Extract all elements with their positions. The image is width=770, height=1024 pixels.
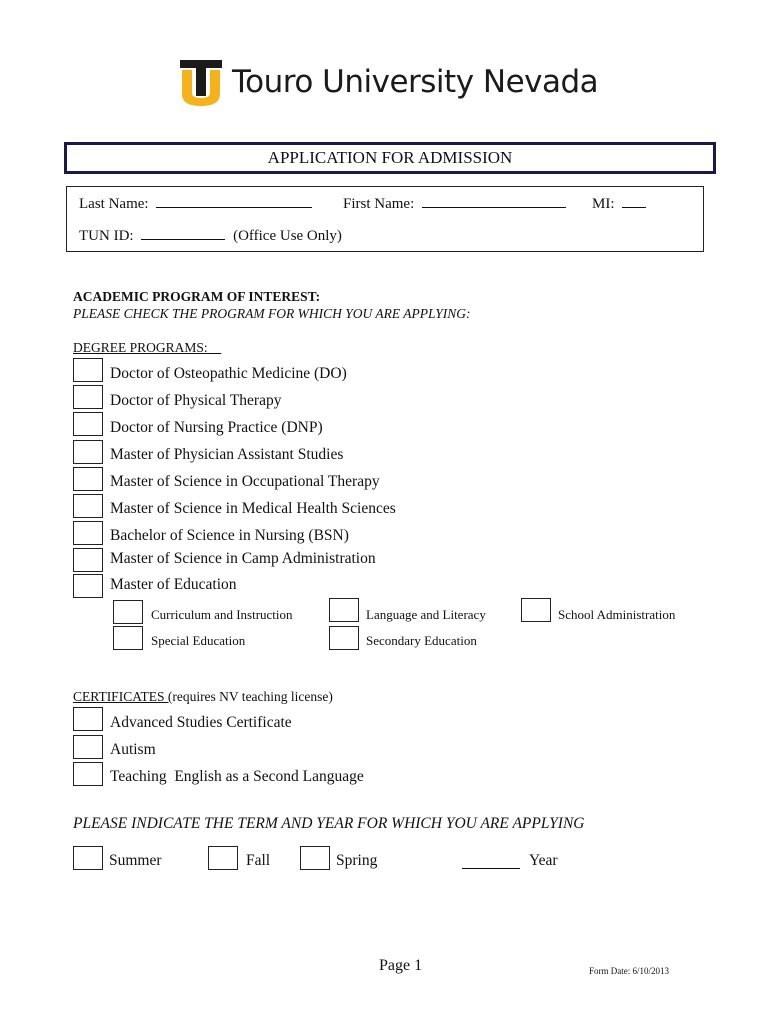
degree-programs-heading: DEGREE PROGRAMS:: [73, 340, 208, 355]
tun-id-field[interactable]: [141, 227, 225, 240]
track-checkbox[interactable]: [329, 626, 359, 650]
program-instruction: PLEASE CHECK THE PROGRAM FOR WHICH YOU ARE APPLYING:: [73, 306, 471, 321]
form-date: Form Date: 6/10/2013: [589, 966, 669, 976]
form-title: APPLICATION FOR ADMISSION: [64, 142, 716, 174]
term-label-fall: Fall: [246, 852, 271, 869]
term-label-spring: Spring: [336, 852, 378, 869]
degree-label: Master of Physician Assistant Studies: [110, 446, 344, 463]
touro-t-logo-icon: [180, 60, 222, 108]
track-label: Secondary Education: [366, 633, 477, 648]
degree-label: Doctor of Osteopathic Medicine (DO): [110, 365, 347, 382]
degree-checkbox[interactable]: [73, 412, 103, 436]
degree-label: Doctor of Physical Therapy: [110, 392, 282, 409]
degree-label: Doctor of Nursing Practice (DNP): [110, 419, 323, 436]
term-heading: PLEASE INDICATE THE TERM AND YEAR FOR WHICH YOU ARE APPLYING: [73, 815, 585, 832]
term-checkbox-fall[interactable]: [208, 846, 238, 870]
track-checkbox[interactable]: [113, 600, 143, 624]
certificate-label: Teaching English as a Second Language: [110, 768, 364, 785]
certificate-label: Autism: [110, 741, 156, 758]
degree-checkbox[interactable]: [73, 574, 103, 598]
degree-checkbox[interactable]: [73, 494, 103, 518]
certificates-heading: CERTIFICATES (requires NV teaching license): [73, 689, 333, 704]
degree-label: Master of Science in Medical Health Sciences: [110, 500, 396, 517]
degree-checkbox[interactable]: [73, 440, 103, 464]
degree-checkbox[interactable]: [73, 358, 103, 382]
degree-checkbox[interactable]: [73, 548, 103, 572]
track-label: Special Education: [151, 633, 246, 648]
last-name-label: Last Name:: [79, 196, 149, 212]
office-use-note: (Office Use Only): [233, 228, 342, 244]
track-checkbox[interactable]: [113, 626, 143, 650]
degree-label: Bachelor of Science in Nursing (BSN): [110, 527, 349, 544]
term-label-summer: Summer: [109, 852, 162, 869]
track-label: Language and Literacy: [366, 607, 486, 622]
program-heading: ACADEMIC PROGRAM OF INTEREST:: [73, 289, 321, 304]
year-field[interactable]: [462, 856, 520, 869]
mi-label: MI:: [592, 196, 615, 212]
track-label: Curriculum and Instruction: [151, 607, 293, 622]
first-name-label: First Name:: [343, 196, 415, 212]
university-name: Touro University Nevada: [232, 64, 599, 100]
degree-checkbox[interactable]: [73, 521, 103, 545]
track-label: School Administration: [558, 607, 676, 622]
certificate-checkbox[interactable]: [73, 735, 103, 759]
degree-label: Master of Education: [110, 576, 237, 593]
first-name-field[interactable]: [422, 195, 566, 208]
track-checkbox[interactable]: [329, 598, 359, 622]
mi-field[interactable]: [622, 195, 646, 208]
degree-label: Master of Science in Camp Administration: [110, 550, 376, 567]
certificate-label: Advanced Studies Certificate: [110, 714, 292, 731]
page-number: Page 1: [379, 957, 423, 974]
last-name-field[interactable]: [156, 195, 312, 208]
degree-checkbox[interactable]: [73, 385, 103, 409]
degree-label: Master of Science in Occupational Therapy: [110, 473, 380, 490]
certificate-checkbox[interactable]: [73, 762, 103, 786]
degree-checkbox[interactable]: [73, 467, 103, 491]
applicant-info-box: [66, 186, 704, 252]
tun-id-label: TUN ID:: [79, 228, 134, 244]
track-checkbox[interactable]: [521, 598, 551, 622]
year-label: Year: [529, 852, 558, 869]
term-checkbox-summer[interactable]: [73, 846, 103, 870]
certificate-checkbox[interactable]: [73, 707, 103, 731]
term-checkbox-spring[interactable]: [300, 846, 330, 870]
